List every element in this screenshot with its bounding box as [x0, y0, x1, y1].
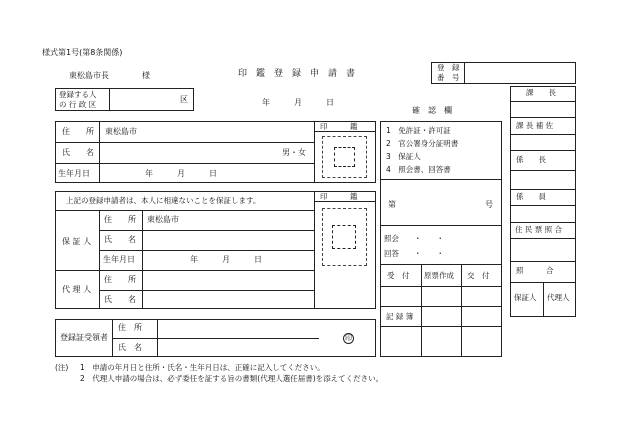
- recipient-name-label: 氏 名: [118, 343, 142, 352]
- receipt-col-1: 受 付: [387, 271, 410, 280]
- recipient-label: 登録証受領者: [60, 333, 108, 342]
- agent-name-label: 氏 名: [104, 295, 136, 304]
- agent-address-label: 住 所: [104, 275, 136, 284]
- number-prefix: 第: [388, 200, 396, 209]
- applicant-address-value[interactable]: 東松島市: [105, 127, 137, 136]
- note-1: 1 申請の年月日と住所・氏名・生年月日は、正確に記入してください。: [80, 363, 325, 372]
- guarantee-statement: 上記の登録申請者は、本人に相違ないことを保証します。: [66, 196, 261, 205]
- reg-label-1: 登 録: [437, 63, 460, 72]
- guarantor-dob-value[interactable]: 年 月 日: [190, 255, 262, 264]
- seal-label-2: 印 鑑: [320, 192, 358, 201]
- applicant-dob-label: 生年月日: [58, 169, 90, 178]
- confirm-item-3[interactable]: 3 保証人: [386, 152, 421, 161]
- approval-section-chief: 係 長: [516, 155, 546, 164]
- guarantor-address-label: 住 所: [104, 215, 136, 224]
- form-title: 印 鑑 登 録 申 請 書: [238, 69, 356, 79]
- answer-date: 回答 ・ ・: [384, 249, 444, 258]
- guarantor-address-value[interactable]: 東松島市: [147, 215, 179, 224]
- form-id: 様式第1号(第8条関係): [42, 48, 123, 57]
- guarantor-label: 保 証 人: [62, 237, 92, 246]
- approval-agent: 代理人: [547, 293, 570, 302]
- application-date: 年 月 日: [262, 98, 334, 107]
- ward-label-2: の 行 政 区: [59, 100, 97, 109]
- recipient-seal-text: 印: [345, 334, 352, 342]
- reg-label-2: 番 号: [437, 73, 460, 82]
- approval-deputy: 課 長 補 佐: [516, 121, 554, 130]
- ward-suffix: 区: [180, 95, 188, 104]
- register-book: 記 録 簿: [386, 312, 414, 321]
- recipient-address-label: 住 所: [118, 323, 142, 332]
- confirm-header: 確 認 欄: [412, 106, 452, 115]
- applicant-name-label: 氏 名: [62, 148, 94, 157]
- guarantor-name-label: 氏 名: [104, 235, 136, 244]
- note-2: 2 代理人申請の場合は、必ず委任を証する旨の書類(代理人選任届書)を添えてください。: [80, 374, 384, 383]
- mayor-label: 東松島市長: [69, 71, 109, 80]
- seal-label-1: 印 鑑: [320, 122, 358, 131]
- approval-verify: 照 合: [516, 266, 554, 275]
- honorific: 様: [142, 71, 150, 80]
- agent-label: 代 理 人: [62, 285, 92, 294]
- inquiry-date: 照会 ・ ・: [384, 234, 444, 243]
- confirm-item-2[interactable]: 2 官公署身分証明書: [386, 139, 459, 148]
- confirm-item-4[interactable]: 4 照会書、回答書: [386, 165, 451, 174]
- guarantor-dob-label: 生年月日: [103, 255, 135, 264]
- ward-label-1: 登録する人: [59, 90, 97, 99]
- approval-guarantor: 保証人: [514, 293, 537, 302]
- receipt-col-3: 交 付: [467, 271, 490, 280]
- confirm-item-1[interactable]: 1 免許証・許可証: [386, 126, 451, 135]
- approval-staff: 係 員: [516, 192, 546, 201]
- approval-resident-check: 住 民 票 照 合: [515, 225, 563, 234]
- number-suffix: 号: [485, 200, 493, 209]
- notes-label: (注): [55, 363, 69, 372]
- applicant-address-label: 住 所: [62, 127, 94, 136]
- receipt-col-2: 原票作成: [424, 271, 454, 280]
- approval-chief: 課 長: [526, 88, 556, 97]
- applicant-dob-value[interactable]: 年 月 日: [145, 169, 217, 178]
- applicant-sex[interactable]: 男・女: [282, 148, 306, 157]
